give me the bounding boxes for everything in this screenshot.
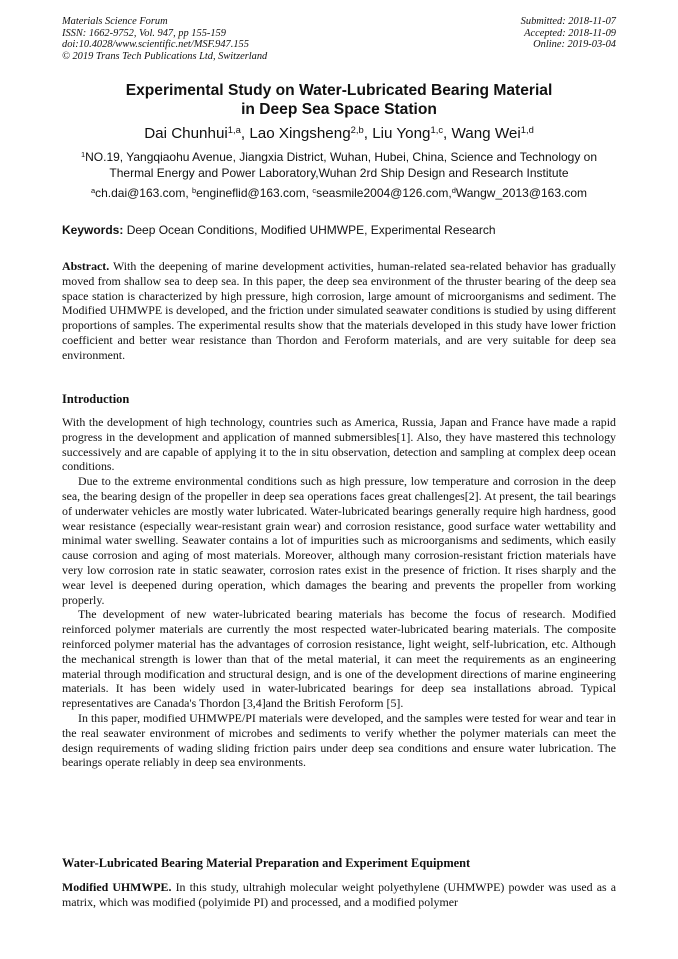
- journal-copyright: © 2019 Trans Tech Publications Ltd, Switzerland: [62, 50, 268, 62]
- abstract: [62, 259, 616, 363]
- author-list: Dai Chunhui$^{1,a}$, Lao Xingsheng$^{2,b}$, Liu Yong$^{1,c}$, Wang Wei$^{1,d}$: [144, 123, 534, 142]
- author-affiliation-mark: 2,b: [350, 123, 364, 135]
- email-mark: b: [192, 185, 197, 195]
- section-heading-materials: Water-Lubricated Bearing Material Preparation and Experiment Equipment: [62, 856, 471, 870]
- paper-title-line2: in Deep Sea Space Station: [241, 101, 437, 118]
- keywords: [62, 223, 616, 238]
- keywords-text: Deep Ocean Conditions, Modified UHMWPE, Experimental Research: [126, 223, 496, 237]
- author-name: Wang Wei: [451, 125, 521, 142]
- submitted-date: Submitted: 2018-11-07: [520, 16, 616, 27]
- online-date: Online: 2019-03-04: [533, 39, 616, 51]
- journal-issn: ISSN: 1662-9752, Vol. 947, pp 155-159: [62, 27, 226, 39]
- author-name: Lao Xingsheng: [249, 125, 351, 142]
- paragraph: The development of new water-lubricated bearing materials has become the focus of research. Modified reinforced polymer materials are currently the most respected water-lubricated bearing materials. The composite reinforced polymer material has the advantages of corrosion resistance, light weight, self-lubrication, etc. Although the mechanical strength is lower than that of the metal material, it can meet the requirements as an engineering material through modification and structural design, and is one of the development directions of marine engineering materials. It has been widely used in water-lubricated bearings for deep sea installations abroad. Typical representatives are Canada's Thordon [3,4]and the British Feroform [5].: [62, 607, 616, 711]
- abstract-label: Abstract.: [62, 259, 110, 273]
- subsection-label: Modified UHMWPE.: [62, 880, 172, 894]
- paper-title: [62, 81, 616, 119]
- journal-doi: doi:10.4028/www.scientific.net/MSF.947.155: [62, 39, 249, 51]
- paragraph: Due to the extreme environmental conditions such as high pressure, low temperature and corrosion in the deep sea, the bearing design of the propeller in deep sea operations faces great challenges[2]. At present, the tail bearings of underwater vehicles are mostly water lubricated. Water-lubricated bearings generally require high hardness, good wear resistance (especially wear-resistant grain wear) and corrosion resistance, good surface water wettability and minimal water swelling. Seawater contains a lot of impurities such as microorganisms and sediments, which easily cause corrosion and aging of most materials. Moreover, although many corrosion-resistant friction materials have very low corrosion rate in static seawater, corrosion rates exist in the presence of friction. It rises sharply and the wear level is deepened during operation, which damages the bearing and prevents the propeller from working properly.: [62, 474, 616, 607]
- email-mark: a: [90, 185, 96, 195]
- accepted-date: Accepted: 2018-11-09: [524, 27, 616, 39]
- email-address: seasmile2004@126.com: [316, 186, 449, 200]
- author-emails: $^a$ch.dai@163.com, $^b$engineflid@163.com, $^c$seasmile2004@126.com,$^d$Wangw_2013@163.com: [90, 185, 588, 200]
- email-address: engineflid@163.com: [196, 186, 306, 200]
- email-address: ch.dai@163.com: [95, 186, 186, 200]
- publication-dates: [521, 16, 616, 51]
- paper-title-line1: Experimental Study on Water-Lubricated Bearing Material: [125, 82, 553, 99]
- keywords-label: Keywords:: [62, 223, 124, 237]
- author-name: Liu Yong: [372, 125, 431, 142]
- introduction-body: [62, 415, 616, 770]
- paragraph: In this paper, modified UHMWPE/PI materials were developed, and the samples were tested for wear and tear in the real seawater environment of microbes and sediments to verify whether the polymer materials can meet the design requirements of wading sliding friction pairs under deep sea conditions and ensure water lubrication. The bearings operate reliably in deep sea environments.: [62, 710, 616, 770]
- email-mark: d: [451, 185, 456, 195]
- author-affiliation-mark: 1,d: [520, 123, 534, 135]
- affiliation-text: NO.19, Yangqiaohu Avenue, Jiangxia District, Wuhan, Hubei, China, Science and Technology on Thermal Energy and Power Laboratory,Wuhan 2rd Ship Design and Research Institute: [85, 150, 598, 180]
- author-name: Dai Chunhui: [144, 125, 228, 142]
- affiliation: [62, 150, 616, 181]
- section-heading-introduction: Introduction: [62, 392, 130, 406]
- author-affiliation-mark: 1,c: [430, 123, 444, 135]
- email-address: Wangw_2013@163.com: [455, 186, 588, 200]
- abstract-text: With the deepening of marine development activities, human-related sea-related behavior has gradually moved from shallow sea to deep sea. In this paper, the deep sea environment of the thruster bearing of the deep sea space station is characterized by high pressure, high corrosion, large amount of microorganisms and sediment. The Modified UHMWPE is developed, and the friction under simulated seawater conditions is studied by using different proportions of samples. The experimental results show that the materials developed in this study have lower friction coefficient and better wear resistance than Thordon and Feroform materials, and are very suitable for deep sea environment.: [62, 259, 616, 362]
- materials-paragraph: [62, 880, 616, 910]
- affiliation-mark: 1: [80, 149, 86, 159]
- journal-name: Materials Science Forum: [62, 16, 168, 27]
- email-mark: c: [312, 185, 317, 195]
- paragraph: With the development of high technology, countries such as America, Russia, Japan and France have made a rapid progress in the development and application of manned submersibles[1]. Also, they have mastered this technology successively and are capable of applying it to the in situ observation, detection and sampling at complex deep ocean conditions.: [62, 415, 616, 474]
- materials-text: In this study, ultrahigh molecular weight polyethylene (UHMWPE) powder was used as a matrix, which was modified (polyimide PI) and processed, and a modified polymer: [62, 880, 616, 909]
- journal-info: [62, 16, 267, 62]
- author-affiliation-mark: 1,a: [227, 123, 241, 135]
